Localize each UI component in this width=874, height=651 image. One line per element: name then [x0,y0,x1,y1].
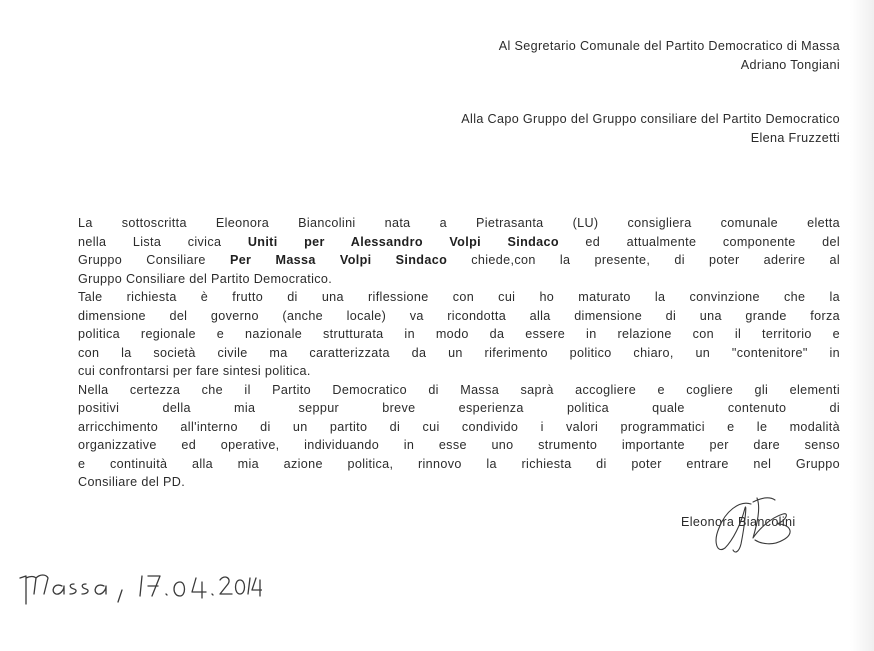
addressee-secretary [499,37,840,74]
body-line [78,473,840,492]
body-text-segment: arricchimento all'interno di un partito di cui condivido i valori programmatici e le modalità [78,419,840,434]
letter-body [78,214,840,492]
handwriting-comma [118,590,122,602]
body-line [78,436,840,455]
body-text-segment: nella Lista civica [78,234,248,249]
handwriting-letter-a2 [95,585,106,594]
body-text-segment: La sottoscritta Eleonora Biancolini nata a Pietrasanta (LU) consigliera comunale eletta [78,216,840,230]
body-text-segment: positivi della mia seppur breve esperienza politica quale contenuto di [78,401,840,415]
bold-list-name: Uniti per Alessandro Volpi Sindaco [247,234,559,249]
handwriting-digit-0 [174,582,185,596]
body-text-segment: Tale richiesta è frutto di una riflessione con cui ho maturato la convinzione che la [78,290,840,304]
body-line [78,251,840,270]
body-text-segment: dimensione del governo (anche locale) va ricondotta alla dimensione di una grande forza [78,308,840,323]
bold-list-name: Per Massa Volpi Sindaco [229,253,448,267]
handwriting-letter-s2 [82,584,88,594]
handwriting-digit-0b [236,580,245,594]
body-line [78,381,840,400]
body-text-segment: cui confrontarsi per fare sintesi politica. [78,364,311,378]
body-text-segment: chiede,con la presente, di poter aderire al [447,253,840,267]
body-text-segment: ed attualmente componente del [558,234,840,249]
addressee-group-leader [461,110,840,147]
handwriting-letter-s1 [70,584,76,594]
body-line [78,233,840,252]
handwriting-digit-7 [148,576,160,596]
signature-stroke-top [753,498,775,502]
signature-printed-name: Eleonora Biancolini [681,515,796,529]
body-text-segment: Gruppo Consiliare [78,253,230,267]
handwritten-place-date [12,564,262,610]
body-line [78,344,840,363]
handwriting-letter-m [20,575,48,604]
body-line [78,214,840,233]
body-line [78,455,840,474]
body-text-segment: Gruppo Consiliare del Partito Democratico. [78,271,333,286]
addressee-name: Elena Fruzzetti [750,130,840,145]
scan-edge-shadow [850,0,874,651]
addressee-name: Adriano Tongiani [740,57,840,72]
body-text-segment: politica regionale e nazionale strutturata in modo da essere in relazione con il territorio e [78,327,840,341]
body-line [78,270,840,289]
handwriting-digit-1b [248,578,250,594]
handwriting-letter-a [53,585,64,594]
handwriting-digit-4b [252,578,262,596]
handwriting-digit-2 [220,577,232,594]
body-line [78,307,840,326]
signature-stroke-loop [716,503,751,552]
body-text-segment: organizzative ed operative, individuando in esse uno strumento importante per dare senso [78,438,840,452]
body-text-segment: Consiliare del PD. [78,475,186,489]
handwriting-dot-2 [212,594,213,595]
addressee-role: Alla Capo Gruppo del Gruppo consiliare del Partito Democratico [461,112,840,126]
body-text-segment: con la società civile ma caratterizzata da un riferimento politico chiaro, un "contenitore" in [78,345,840,360]
body-text-segment: e continuità alla mia azione politica, rinnovo la richiesta di poter entrare nel Gruppo [78,456,840,471]
body-line [78,399,840,418]
signature-stroke-b [753,498,790,544]
handwriting-digit-1 [140,576,142,596]
body-line [78,418,840,437]
body-line [78,362,840,381]
handwritten-signature [705,494,795,556]
body-line [78,325,840,344]
handwriting-digit-4 [192,578,206,598]
handwriting-dot-1 [166,594,167,595]
addressee-role: Al Segretario Comunale del Partito Democratico di Massa [498,39,840,53]
body-line [78,288,840,307]
body-text-segment: Nella certezza che il Partito Democratico di Massa saprà accogliere e cogliere gli elementi [78,382,840,397]
